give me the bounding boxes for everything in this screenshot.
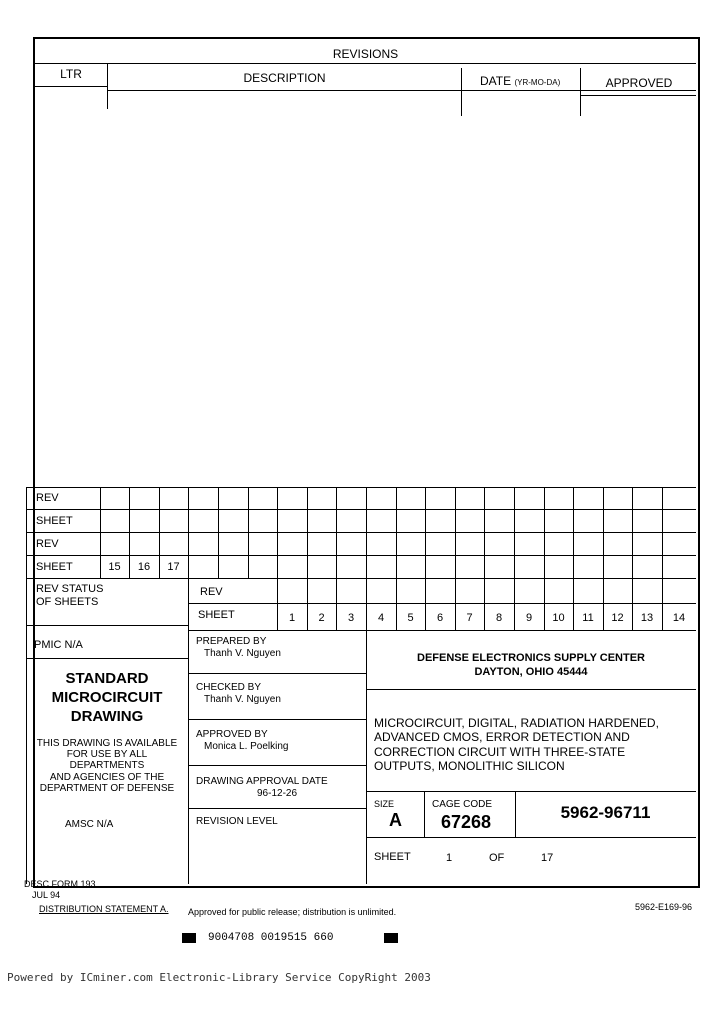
of-label: OF xyxy=(489,852,505,864)
lower-sheet-1: 1 xyxy=(288,612,296,624)
upper-sheet-17: 17 xyxy=(167,561,180,573)
std-title-2: MICROCIRCUIT xyxy=(51,689,163,706)
lower-sheet-4: 4 xyxy=(377,612,385,624)
prepared-label: PREPARED BY xyxy=(196,636,267,647)
row-sheet2-label: SHEET xyxy=(36,561,73,573)
amsc: AMSC N/A xyxy=(65,819,114,830)
std-title-3: DRAWING xyxy=(70,708,144,725)
avail-line-3: DEPARTMENTS xyxy=(69,760,145,771)
title-line-3: CORRECTION CIRCUIT WITH THREE-STATE xyxy=(374,745,626,759)
distribution-label: DISTRIBUTION STATEMENT A. xyxy=(39,904,169,914)
lower-sheet-6: 6 xyxy=(436,612,444,624)
checked-name: Thanh V. Nguyen xyxy=(204,694,281,705)
upper-sheet-16: 16 xyxy=(137,561,151,573)
lower-sheet-3: 3 xyxy=(347,612,355,624)
lower-rev-label: REV xyxy=(200,586,223,598)
lower-sheet-13: 13 xyxy=(640,612,654,624)
agency-line-2: DAYTON, OHIO 45444 xyxy=(474,666,588,678)
col-ltr: LTR xyxy=(60,67,82,81)
lower-sheet-11: 11 xyxy=(582,612,594,624)
title-line-1: MICROCIRCUIT, DIGITAL, RADIATION HARDENED, xyxy=(374,716,659,730)
lower-sheet-7: 7 xyxy=(466,612,473,624)
upper-sheet-15: 15 xyxy=(108,561,121,573)
cage-label: CAGE CODE xyxy=(432,799,493,810)
col-approved: APPROVED xyxy=(605,76,673,90)
avail-line-5: DEPARTMENT OF DEFENSE xyxy=(39,783,175,794)
sheet-value: 1 xyxy=(446,852,453,864)
barcode-block-left xyxy=(182,933,196,943)
form-number: 5962-E169-96 xyxy=(635,902,693,912)
form-line-1: DESC FORM 193 xyxy=(24,879,96,889)
col-description: DESCRIPTION xyxy=(243,71,326,85)
of-value: 17 xyxy=(541,852,554,864)
col-date: DATE (YR-MO-DA) xyxy=(480,74,561,88)
approved-label: APPROVED BY xyxy=(196,729,268,740)
approval-date: 96-12-26 xyxy=(257,788,298,799)
lower-sheet-label: SHEET xyxy=(198,609,235,621)
pmic: PMIC N/A xyxy=(34,639,83,651)
row-sheet-label: SHEET xyxy=(36,515,73,527)
sheet-label: SHEET xyxy=(374,851,411,863)
rev-status-label: REV STATUS xyxy=(36,583,104,595)
lower-sheet-14: 14 xyxy=(672,612,686,624)
title-line-2: ADVANCED CMOS, ERROR DETECTION AND xyxy=(374,730,630,744)
revisions-title: REVISIONS xyxy=(332,47,399,61)
size-value: A xyxy=(389,810,402,830)
avail-line-1: THIS DRAWING IS AVAILABLE xyxy=(36,738,178,749)
checked-label: CHECKED BY xyxy=(196,682,262,693)
lower-sheet-12: 12 xyxy=(611,612,624,624)
title-line-4: OUTPUTS, MONOLITHIC SILICON xyxy=(374,759,565,773)
avail-line-4: AND AGENCIES OF THE xyxy=(49,772,165,783)
lower-sheet-5: 5 xyxy=(407,612,414,624)
barcode-block-right xyxy=(384,933,398,943)
agency-line-1: DEFENSE ELECTRONICS SUPPLY CENTER xyxy=(417,652,645,664)
lower-sheet-10: 10 xyxy=(552,612,565,624)
revision-level-label: REVISION LEVEL xyxy=(196,816,278,827)
lower-sheet-9: 9 xyxy=(525,612,533,624)
form-line-2: JUL 94 xyxy=(32,890,61,900)
approved-name: Monica L. Poelking xyxy=(204,741,289,752)
distribution-text: Approved for public release; distribution is unlimited. xyxy=(188,907,397,917)
powered-by: Powered by ICminer.com Electronic-Library Service CopyRight 2003 xyxy=(7,971,431,984)
row-rev-label: REV xyxy=(36,492,59,504)
prepared-name: Thanh V. Nguyen xyxy=(204,648,281,659)
rev-title-divider xyxy=(35,63,696,64)
row-rev2-label: REV xyxy=(36,538,59,550)
lower-sheet-8: 8 xyxy=(495,612,503,624)
lower-sheet-2: 2 xyxy=(318,612,325,624)
size-label: SIZE xyxy=(374,799,395,809)
std-title-1: STANDARD xyxy=(65,670,149,687)
barcode-text: 9004708 0019515 660 xyxy=(208,932,334,944)
of-sheets-label: OF SHEETS xyxy=(36,596,99,608)
drawing-number: 5962-96711 xyxy=(560,803,651,822)
cage-value: 67268 xyxy=(441,812,492,832)
approval-date-label: DRAWING APPROVAL DATE xyxy=(196,776,328,787)
avail-line-2: FOR USE BY ALL xyxy=(66,749,148,760)
